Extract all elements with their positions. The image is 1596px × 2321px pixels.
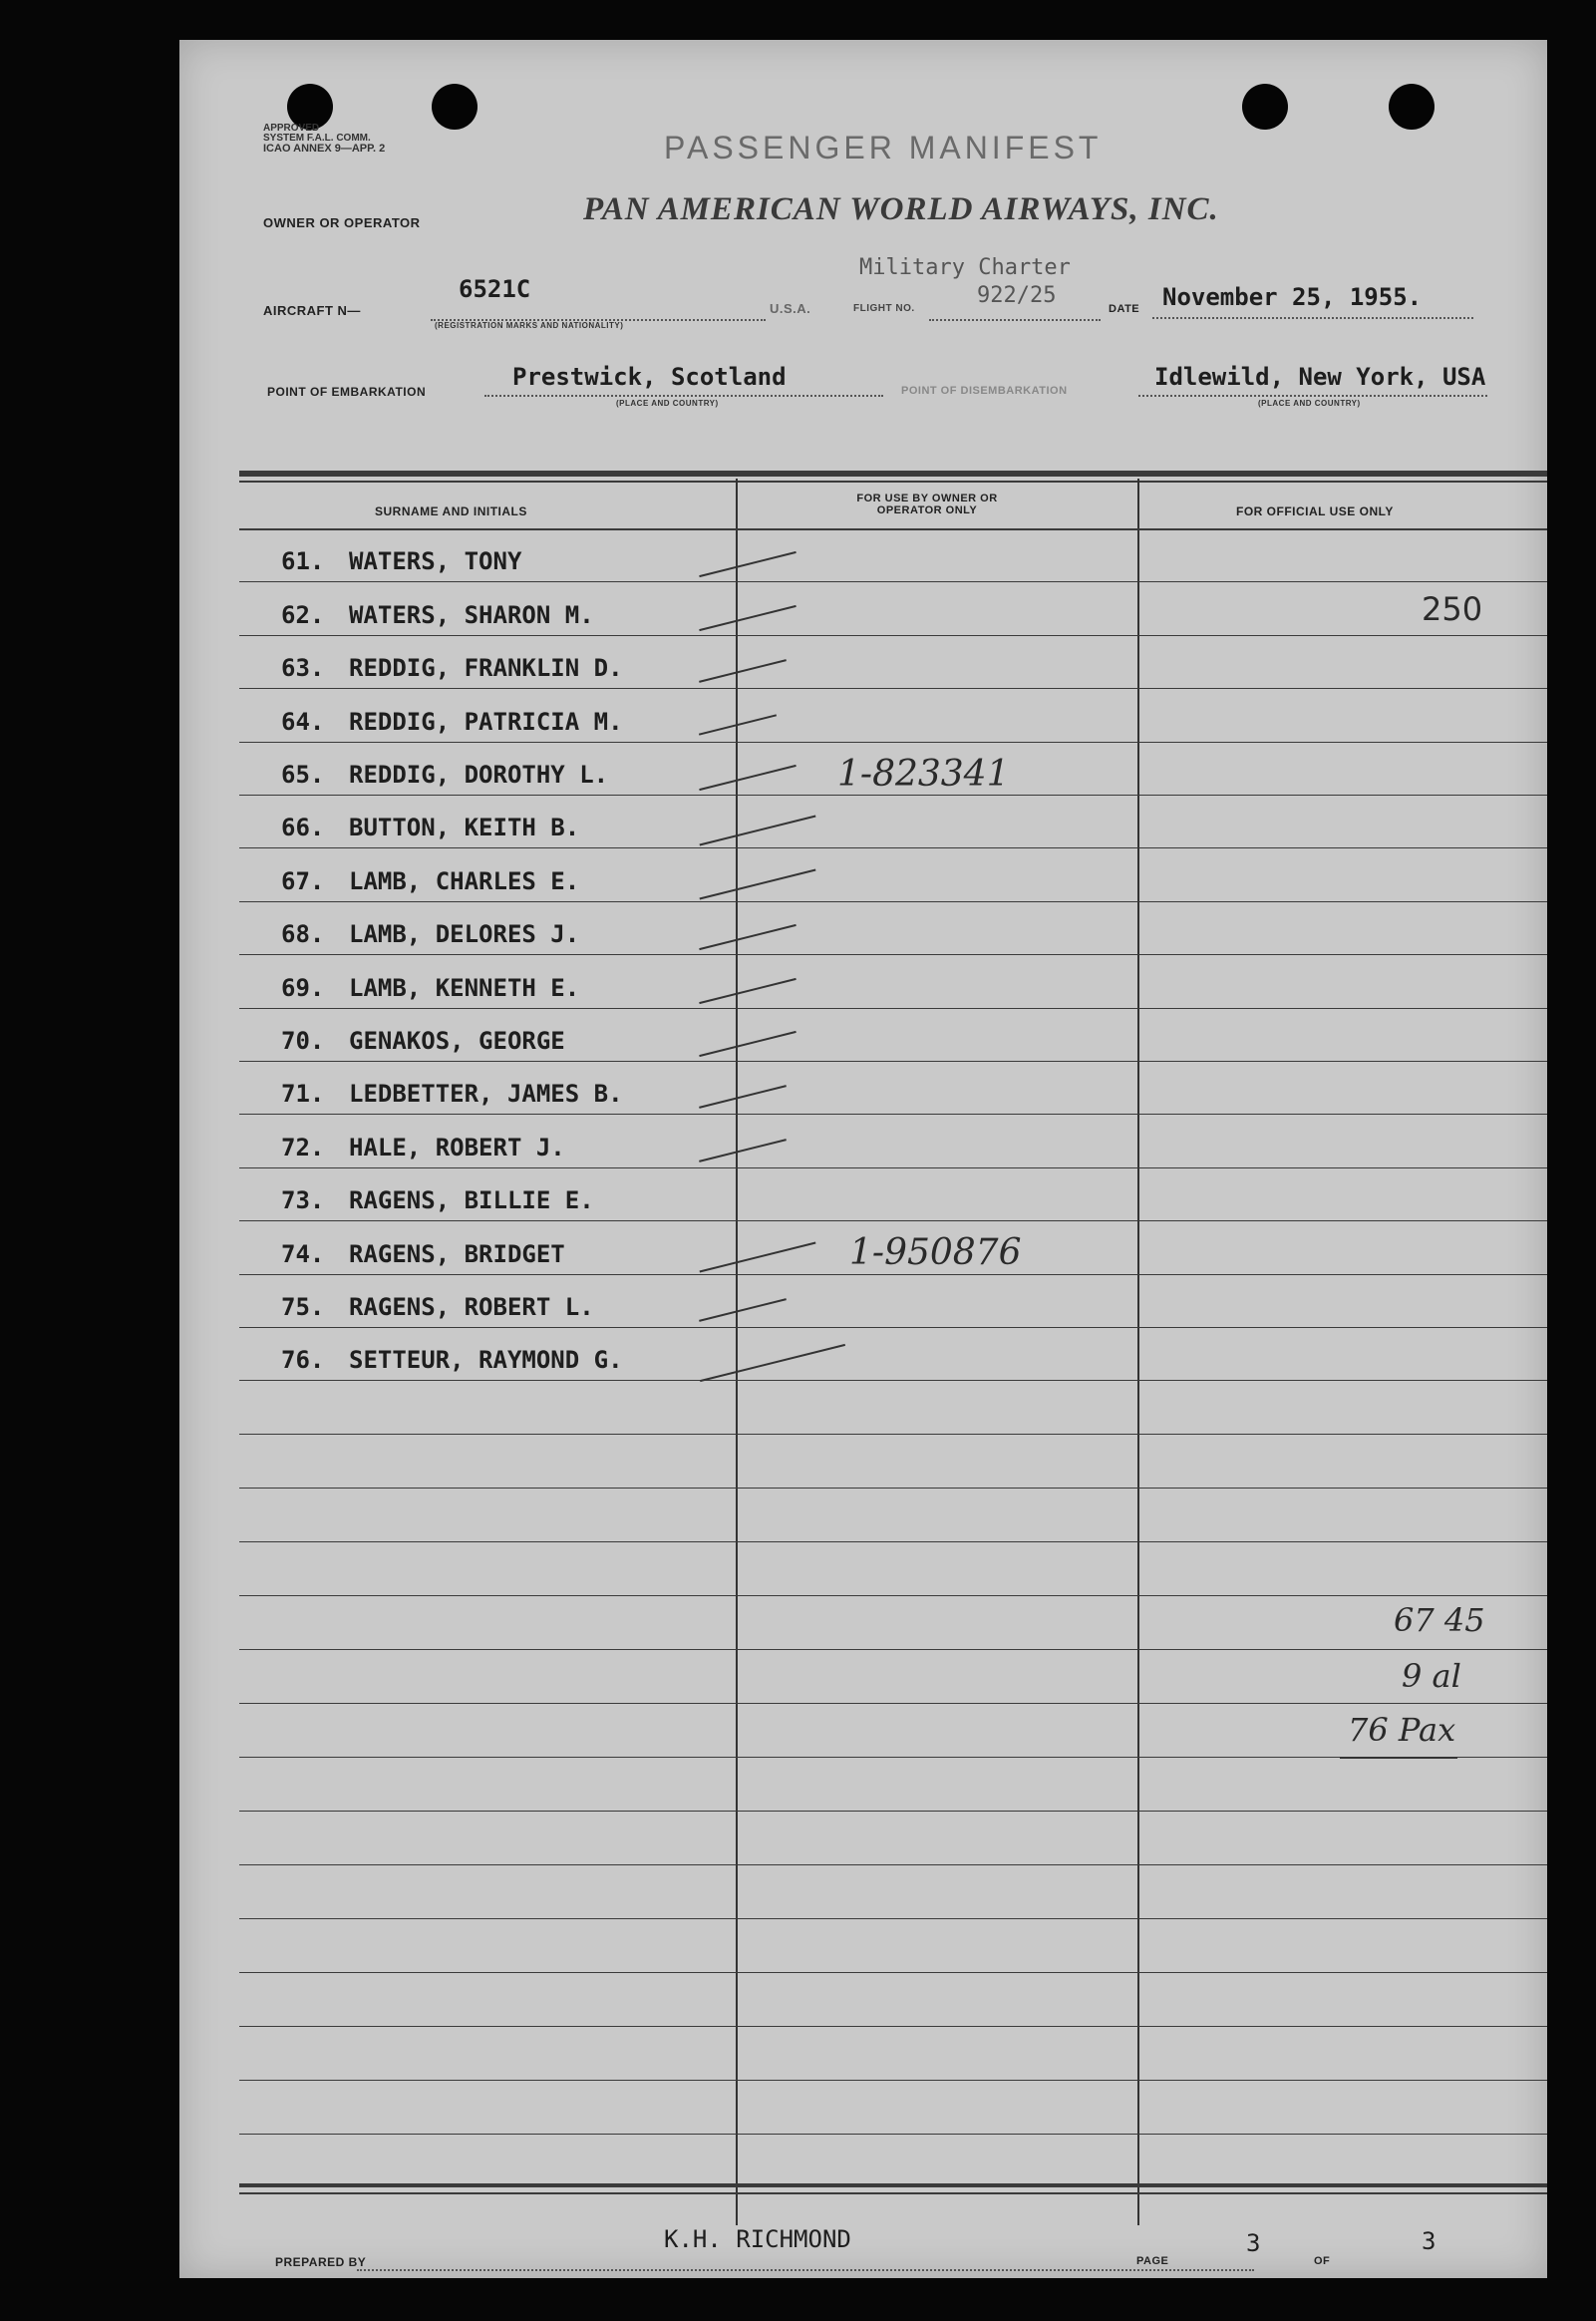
column-divider <box>736 479 738 2225</box>
page-label: PAGE <box>1136 2255 1169 2267</box>
punch-hole <box>1242 84 1288 130</box>
check-mark <box>700 1242 816 1273</box>
approval-line: APPROVED <box>263 123 320 134</box>
row-line <box>239 1167 1547 1168</box>
row-number: 71. <box>281 1080 325 1108</box>
embark-value: Prestwick, Scotland <box>512 363 787 391</box>
row-line <box>239 1274 1547 1275</box>
check-mark <box>699 714 777 735</box>
row-line <box>239 954 1547 955</box>
owner-label: OWNER OR OPERATOR <box>263 215 421 230</box>
row-line <box>239 1220 1547 1221</box>
check-mark <box>699 1031 797 1057</box>
check-mark <box>700 1344 845 1382</box>
date-label: DATE <box>1109 303 1140 315</box>
charter-note: Military Charter <box>859 255 1071 280</box>
of-value: 3 <box>1422 2227 1436 2255</box>
row-number: 76. <box>281 1346 325 1374</box>
tally-line: 67 45 <box>1394 1601 1485 1639</box>
field-underline <box>484 395 883 397</box>
passenger-name: REDDIG, PATRICIA M. <box>349 708 623 736</box>
check-mark <box>699 978 797 1004</box>
passenger-name: LAMB, KENNETH E. <box>349 974 580 1002</box>
flight-label: FLIGHT NO. <box>853 303 915 314</box>
blank-row-line <box>239 2026 1547 2027</box>
check-mark <box>699 1085 787 1109</box>
field-underline <box>1152 317 1473 319</box>
date-value: November 25, 1955. <box>1162 283 1423 311</box>
flight-value: 922/25 <box>977 283 1057 308</box>
blank-row-line <box>239 1703 1547 1704</box>
check-mark <box>700 816 816 846</box>
row-line <box>239 1061 1547 1062</box>
passenger-name: HALE, ROBERT J. <box>349 1134 565 1161</box>
approval-block <box>263 124 385 154</box>
disembark-value: Idlewild, New York, USA <box>1154 363 1486 391</box>
row-number: 75. <box>281 1293 325 1321</box>
tally-line: 76 Pax <box>1348 1711 1456 1749</box>
approval-line: SYSTEM F.A.L. COMM. <box>263 133 371 144</box>
blank-row-line <box>239 2080 1547 2081</box>
row-number: 65. <box>281 761 325 789</box>
passenger-name: RAGENS, ROBERT L. <box>349 1293 594 1321</box>
column-divider <box>1137 479 1139 2225</box>
row-line <box>239 635 1547 636</box>
row-line <box>239 795 1547 796</box>
punch-hole <box>1389 84 1435 130</box>
blank-row-line <box>239 1972 1547 1973</box>
passenger-name: WATERS, SHARON M. <box>349 601 594 629</box>
passenger-name: LAMB, DELORES J. <box>349 920 580 948</box>
row-number: 73. <box>281 1186 325 1214</box>
table-bottom-rule <box>239 2183 1547 2187</box>
passenger-name: GENAKOS, GEORGE <box>349 1027 565 1055</box>
passenger-name: LEDBETTER, JAMES B. <box>349 1080 623 1108</box>
col-header-name: SURNAME AND INITIALS <box>375 504 527 518</box>
manifest-page <box>179 40 1547 2278</box>
col-header-official: FOR OFFICIAL USE ONLY <box>1236 504 1394 518</box>
check-mark <box>700 869 816 900</box>
embark-label: POINT OF EMBARKATION <box>267 385 427 399</box>
row-number: 70. <box>281 1027 325 1055</box>
table-top-rule <box>239 471 1547 477</box>
blank-row-line <box>239 1595 1547 1596</box>
check-mark <box>699 659 787 683</box>
punch-hole <box>432 84 478 130</box>
check-mark <box>699 605 797 631</box>
approval-line: ICAO ANNEX 9—APP. 2 <box>263 143 386 155</box>
check-mark <box>699 1139 787 1162</box>
page-value: 3 <box>1246 2229 1261 2257</box>
row-number: 69. <box>281 974 325 1002</box>
aircraft-value: 6521C <box>459 275 531 303</box>
official-annotation: 250 <box>1422 590 1483 628</box>
prepared-value: K.H. RICHMOND <box>664 2225 851 2253</box>
field-underline <box>929 319 1101 321</box>
passenger-name: RAGENS, BRIDGET <box>349 1240 565 1268</box>
row-number: 62. <box>281 601 325 629</box>
blank-row-line <box>239 1918 1547 1919</box>
check-mark <box>699 1298 787 1322</box>
check-mark <box>699 765 797 791</box>
blank-row-line <box>239 1434 1547 1435</box>
place-caption: (PLACE AND COUNTRY) <box>616 399 719 408</box>
table-bottom-rule <box>239 2192 1547 2194</box>
row-line <box>239 581 1547 582</box>
blank-row-line <box>239 2134 1547 2135</box>
field-underline <box>1138 395 1487 397</box>
row-number: 68. <box>281 920 325 948</box>
header-line <box>239 528 1547 530</box>
owner-note: 1-823341 <box>837 754 1010 795</box>
row-number: 63. <box>281 654 325 682</box>
passenger-name: BUTTON, KEITH B. <box>349 814 580 841</box>
passenger-name: WATERS, TONY <box>349 547 522 575</box>
row-line <box>239 1380 1547 1381</box>
row-line <box>239 742 1547 743</box>
row-line <box>239 1114 1547 1115</box>
tally-underline <box>1340 1757 1457 1759</box>
passenger-name: REDDIG, FRANKLIN D. <box>349 654 623 682</box>
row-line <box>239 688 1547 689</box>
place-caption: (PLACE AND COUNTRY) <box>1258 399 1361 408</box>
blank-row-line <box>239 1811 1547 1812</box>
usa-label: U.S.A. <box>770 301 811 316</box>
of-label: OF <box>1314 2255 1331 2267</box>
row-number: 67. <box>281 867 325 895</box>
table-top-rule <box>239 481 1547 483</box>
row-line <box>239 847 1547 848</box>
row-line <box>239 901 1547 902</box>
row-line <box>239 1008 1547 1009</box>
check-mark <box>699 551 797 577</box>
row-number: 61. <box>281 547 325 575</box>
blank-row-line <box>239 1541 1547 1542</box>
blank-row-line <box>239 1649 1547 1650</box>
owner-note: 1-950876 <box>849 1232 1022 1273</box>
disembark-label: POINT OF DISEMBARKATION <box>901 385 1068 397</box>
row-number: 72. <box>281 1134 325 1161</box>
prepared-label: PREPARED BY <box>275 2255 367 2269</box>
col-header-owner: FOR USE BY OWNER OR OPERATOR ONLY <box>856 493 998 516</box>
page-title: PASSENGER MANIFEST <box>664 130 1103 166</box>
passenger-name: RAGENS, BILLIE E. <box>349 1186 594 1214</box>
registration-caption: (REGISTRATION MARKS AND NATIONALITY) <box>435 321 624 330</box>
check-mark <box>699 924 797 950</box>
aircraft-label: AIRCRAFT N— <box>263 303 361 318</box>
row-number: 74. <box>281 1240 325 1268</box>
blank-row-line <box>239 1864 1547 1865</box>
row-number: 64. <box>281 708 325 736</box>
passenger-name: REDDIG, DOROTHY L. <box>349 761 609 789</box>
passenger-name: LAMB, CHARLES E. <box>349 867 580 895</box>
tally-line: 9 al <box>1402 1657 1461 1695</box>
row-line <box>239 1327 1547 1328</box>
blank-row-line <box>239 1488 1547 1489</box>
row-number: 66. <box>281 814 325 841</box>
passenger-name: SETTEUR, RAYMOND G. <box>349 1346 623 1374</box>
field-underline <box>357 2269 1254 2271</box>
company-name: PAN AMERICAN WORLD AIRWAYS, INC. <box>583 191 1219 227</box>
